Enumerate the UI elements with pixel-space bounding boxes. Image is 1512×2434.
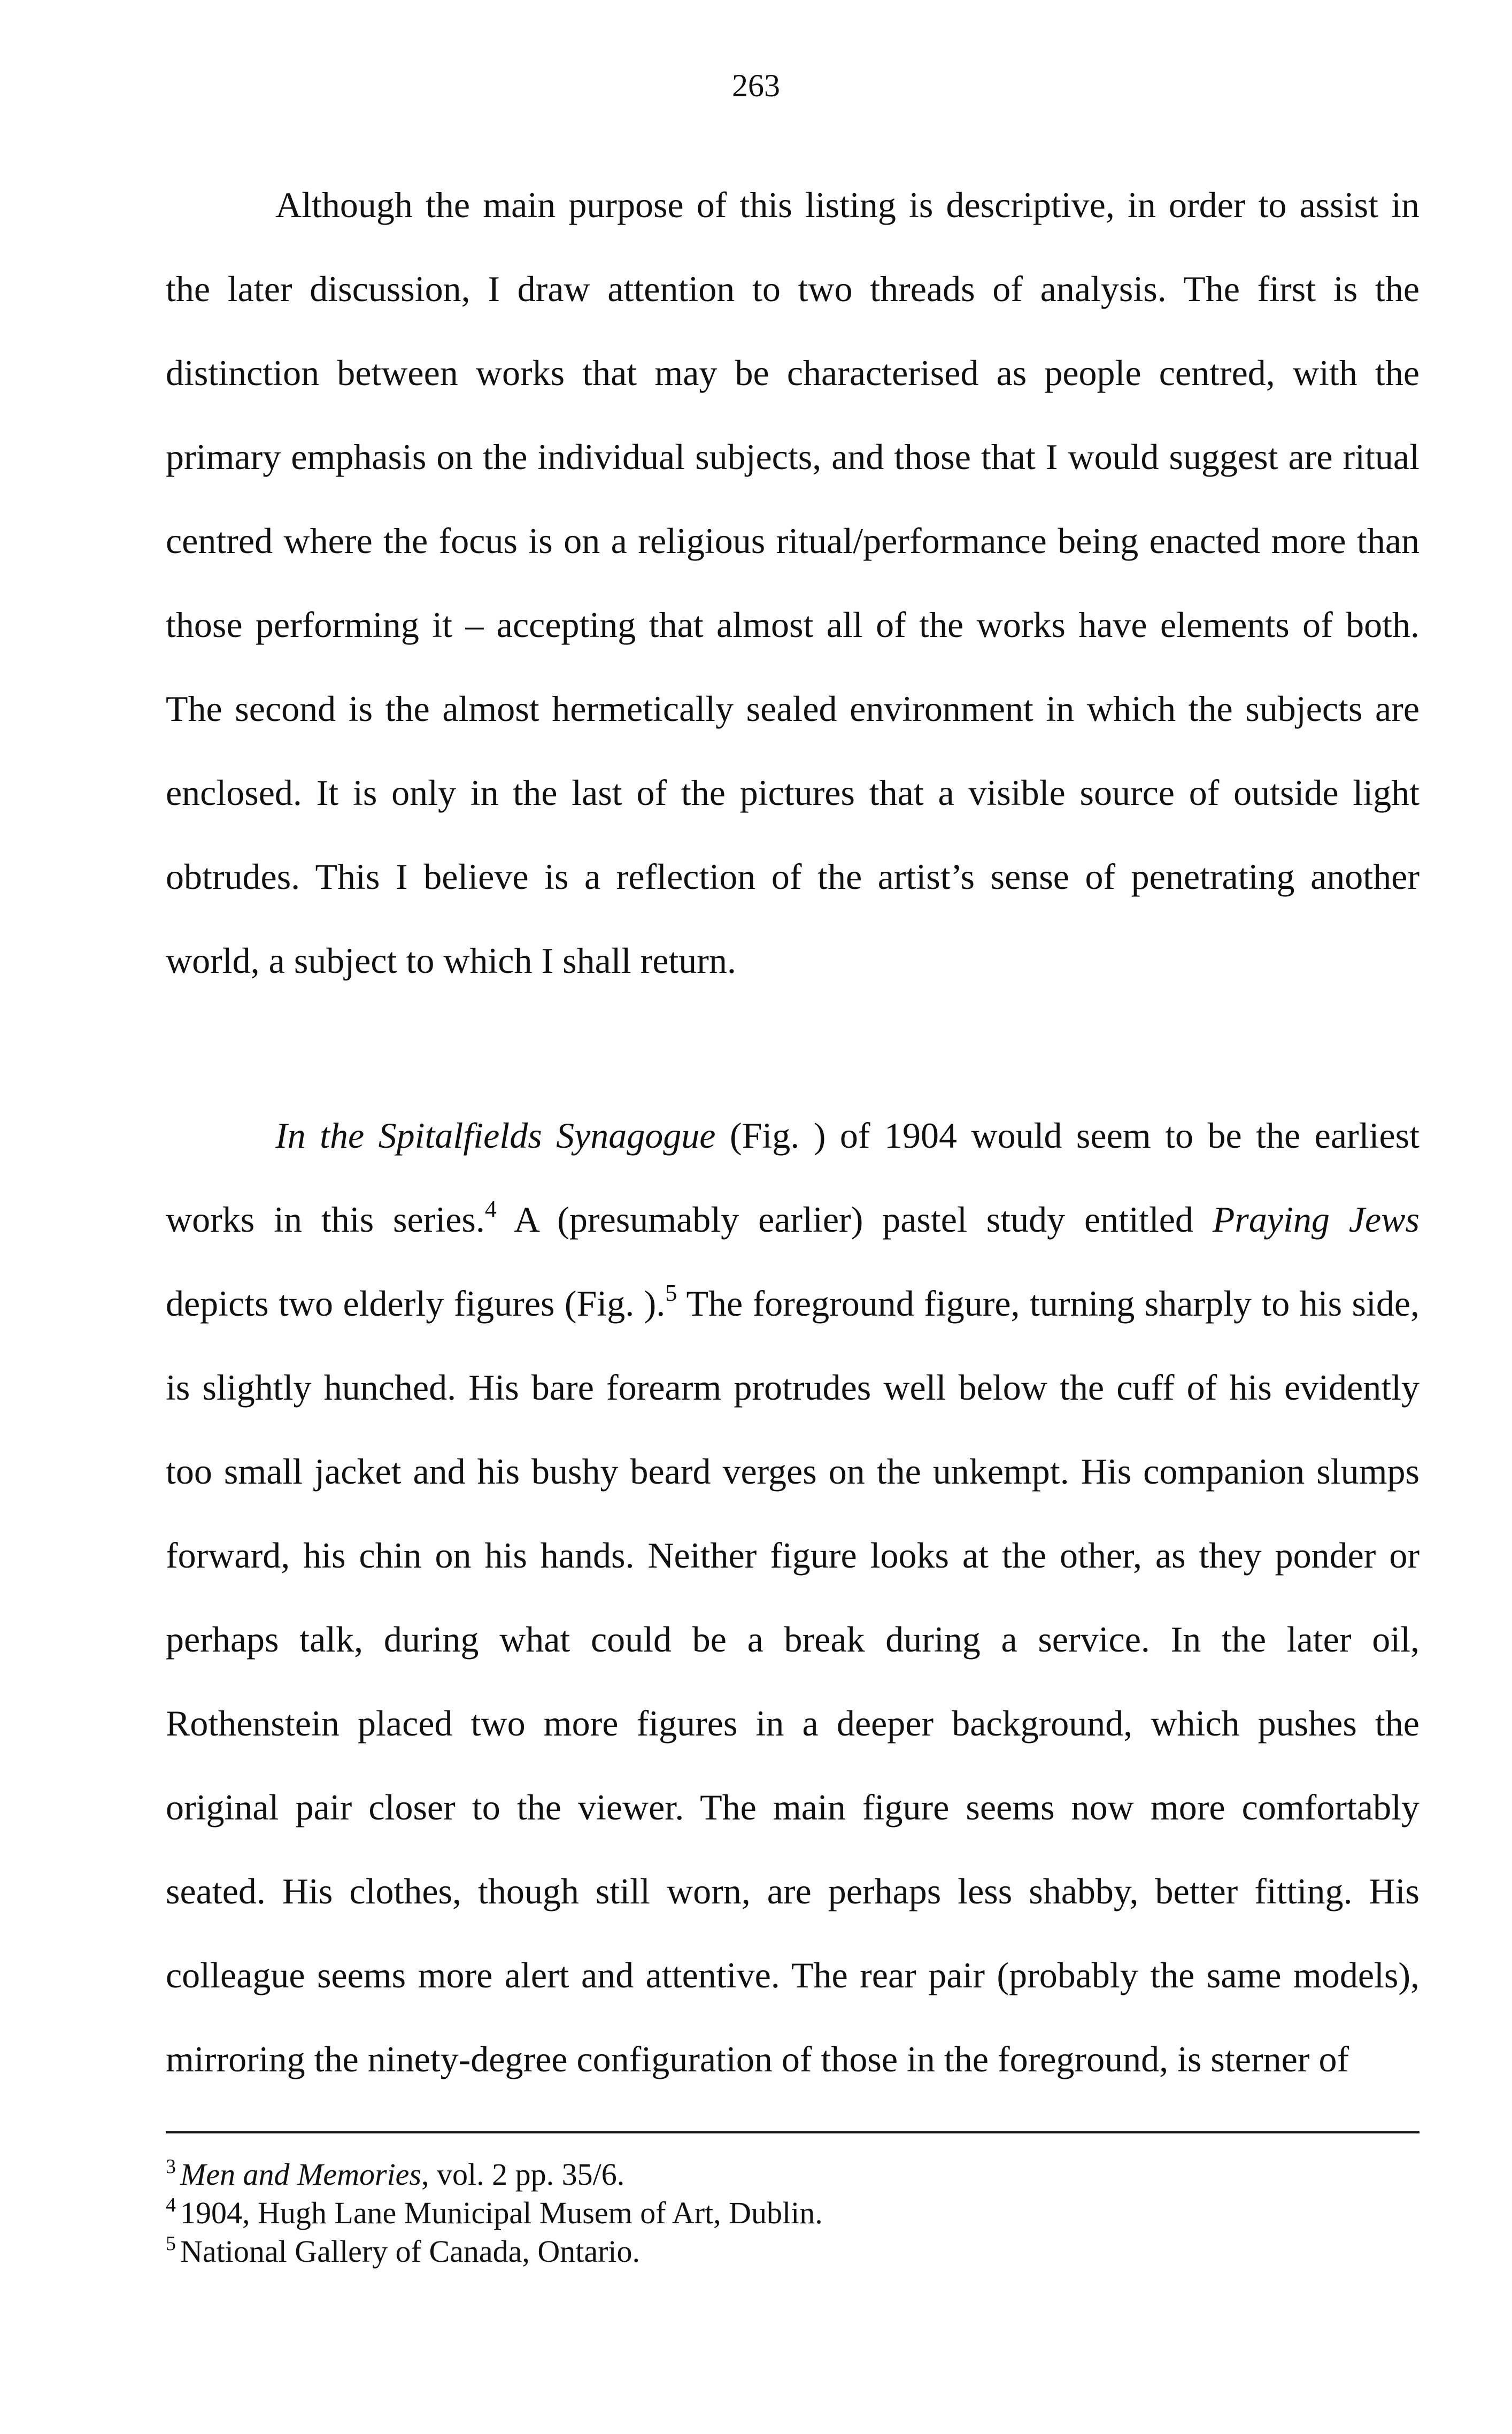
footnote-number: 4 [166, 2194, 176, 2216]
body-paragraph-2 [166, 1094, 1420, 2101]
footnote-text: , vol. 2 pp. 35/6. [421, 2157, 625, 2192]
paragraph-1-text: Although the main purpose of this listing is descriptive, in order to assist in the later discussion, I draw attention to two threads of analysis. The first is the distinction between works that may be characterised as people centred, with the primary emphasis on the individual subjects, and those that I would suggest are ritual centred where the focus is on a religious ritual/performance being enacted more than those performing it – accepting that almost all of the works have elements of both. The second is the almost hermetically sealed environment in which the subjects are enclosed. It is only in the last of the pictures that a visible source of outside light obtrudes. This I believe is a reflection of the artist’s sense of penetrating another world, a subject to which I shall return. [166, 185, 1420, 981]
artwork-title-spitalfields: In the Spitalfields Synagogue [275, 1115, 716, 1156]
footnote-3 [166, 2155, 1420, 2194]
paragraph-2-text: (Fig. ) of 1904 would seem to be the earliest works in this series. [166, 1115, 1420, 1240]
book-title: Men and Memories [180, 2157, 422, 2192]
footnote-text: National Gallery of Canada, Ontario. [180, 2234, 641, 2269]
footnote-text: 1904, Hugh Lane Municipal Musem of Art, Dublin. [180, 2195, 823, 2230]
paragraph-2-text: The foreground figure, turning sharply to his side, is slightly hunched. His bare forearm protrudes well below the cuff of his evidently too small jacket and his bushy beard verges on the unkempt. His companion slumps forward, his chin on his hands. Neither figure looks at the other, as they ponder or perhaps talk, during what could be a break during a service. In the later oil, Rothenstein placed two more figures in a deeper background, which pushes the original pair closer to the viewer. The main figure seems now more comfortably seated. His clothes, though still worn, are perhaps less shabby, better fitting. His colleague seems more alert and attentive. The rear pair (probably the same models), mirroring the ninety-degree configuration of those in the foreground, is sterner of [166, 1283, 1420, 2079]
footnote-4 [166, 2194, 1420, 2232]
body-paragraph-1 [166, 163, 1420, 1003]
footnote-5 [166, 2232, 1420, 2271]
footnote-ref-5: 5 [665, 1280, 677, 1306]
page-number: 263 [732, 68, 780, 103]
footnotes [166, 2155, 1420, 2271]
artwork-title-praying-jews: Praying Jews [1212, 1199, 1420, 1240]
footnote-divider [166, 2131, 1420, 2133]
footnote-number: 3 [166, 2155, 176, 2178]
paragraph-2-text: depicts two elderly figures (Fig. ). [166, 1283, 666, 1324]
footnote-number: 5 [166, 2232, 176, 2255]
footnote-ref-4: 4 [484, 1196, 497, 1222]
paragraph-2-text: A (presumably earlier) pastel study entitled [496, 1199, 1213, 1240]
